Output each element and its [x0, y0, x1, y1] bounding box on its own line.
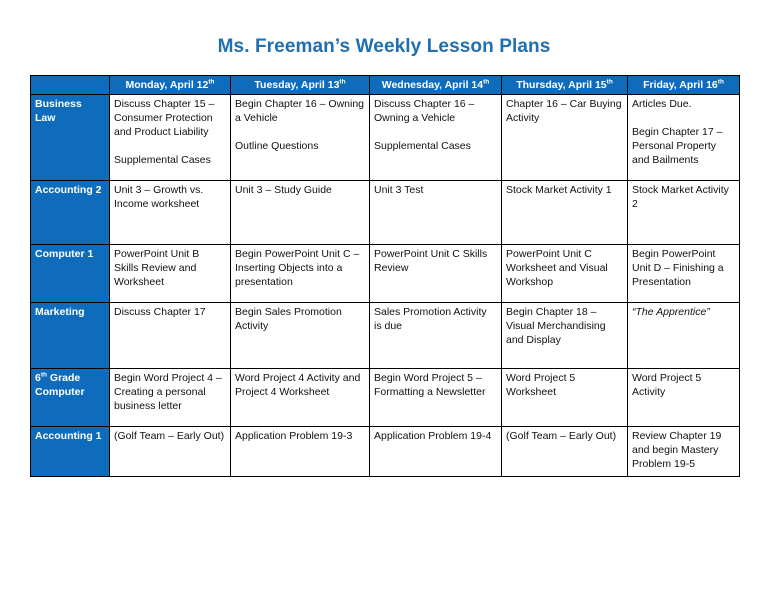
lesson-cell: Application Problem 19-4 — [370, 427, 502, 477]
lesson-cell: Begin PowerPoint Unit D – Finishing a Presentation — [628, 245, 740, 303]
lesson-cell: Word Project 4 Activity and Project 4 Worksheet — [231, 369, 370, 427]
table-row — [31, 369, 740, 427]
lesson-cell: Stock Market Activity 2 — [628, 181, 740, 245]
header-row — [31, 76, 740, 95]
lesson-cell: Begin Sales Promotion Activity — [231, 303, 370, 369]
day-header-tuesday: Tuesday, April 13th — [231, 76, 370, 95]
lesson-cell: Chapter 16 – Car Buying Activity — [502, 95, 628, 181]
table-row — [31, 303, 740, 369]
lesson-cell: Unit 3 – Growth vs. Income worksheet — [110, 181, 231, 245]
lesson-cell: Begin Chapter 16 – Owning a Vehicle Outline Questions — [231, 95, 370, 181]
lesson-cell: Word Project 5 Activity — [628, 369, 740, 427]
lesson-cell: Begin Word Project 5 – Formatting a Newsletter — [370, 369, 502, 427]
lesson-cell: Discuss Chapter 16 – Owning a Vehicle Supplemental Cases — [370, 95, 502, 181]
header-corner-cell — [31, 76, 110, 95]
lesson-cell: Sales Promotion Activity is due — [370, 303, 502, 369]
lesson-cell: PowerPoint Unit B Skills Review and Worksheet — [110, 245, 231, 303]
subject-cell: Marketing — [31, 303, 110, 369]
lesson-cell: Begin Word Project 4 – Creating a personal business letter — [110, 369, 231, 427]
lesson-cell: Begin PowerPoint Unit C – Inserting Objects into a presentation — [231, 245, 370, 303]
table-row — [31, 245, 740, 303]
subject-cell: Computer 1 — [31, 245, 110, 303]
lesson-cell: Word Project 5 Worksheet — [502, 369, 628, 427]
day-header-wednesday: Wednesday, April 14th — [370, 76, 502, 95]
lesson-cell: Unit 3 – Study Guide — [231, 181, 370, 245]
table-row — [31, 95, 740, 181]
subject-cell: 6th Grade Computer — [31, 369, 110, 427]
day-header-monday: Monday, April 12th — [110, 76, 231, 95]
day-header-thursday: Thursday, April 15th — [502, 76, 628, 95]
subject-cell: Accounting 1 — [31, 427, 110, 477]
lesson-cell: Discuss Chapter 15 – Consumer Protection and Product Liability Supplemental Cases — [110, 95, 231, 181]
table-row — [31, 427, 740, 477]
lesson-plan-table — [30, 75, 740, 477]
lesson-cell: Application Problem 19-3 — [231, 427, 370, 477]
page-title: Ms. Freeman’s Weekly Lesson Plans — [217, 36, 551, 57]
lesson-cell: Articles Due. Begin Chapter 17 – Personal Property and Bailments — [628, 95, 740, 181]
lesson-cell: Discuss Chapter 17 — [110, 303, 231, 369]
lesson-cell: (Golf Team – Early Out) — [502, 427, 628, 477]
lesson-cell: “The Apprentice” — [628, 303, 740, 369]
lesson-cell: Stock Market Activity 1 — [502, 181, 628, 245]
lesson-cell: Begin Chapter 18 – Visual Merchandising and Display — [502, 303, 628, 369]
subject-cell: Accounting 2 — [31, 181, 110, 245]
lesson-cell: (Golf Team – Early Out) — [110, 427, 231, 477]
day-header-friday: Friday, April 16th — [628, 76, 740, 95]
table-row — [31, 181, 740, 245]
lesson-cell: Review Chapter 19 and begin Mastery Problem 19-5 — [628, 427, 740, 477]
lesson-cell: PowerPoint Unit C Skills Review — [370, 245, 502, 303]
subject-cell: Business Law — [31, 95, 110, 181]
lesson-cell: PowerPoint Unit C Worksheet and Visual Workshop — [502, 245, 628, 303]
lesson-cell: Unit 3 Test — [370, 181, 502, 245]
